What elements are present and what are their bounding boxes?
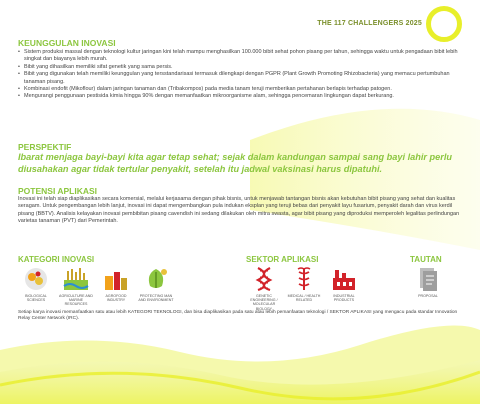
keunggulan-point: • Bibit yang dihasilkan memiliki sifat genetik yang sama persis. [18, 64, 464, 71]
proposal-icon [414, 266, 442, 292]
sektor-icons [246, 266, 366, 311]
perspektif-text: Ibarat menjaga bayi-bayi kita agar tetap sehat; sejak dalam kandungan sampai sang bayi lahir perlu diusahakan agar tidak tertular penyakit, setelah itu jadwal vaksinasi harus dipatuhi. [18, 152, 453, 174]
tautan-icons [410, 266, 450, 298]
keunggulan-point: • Sistem produksi massal dengan teknologi kultur jaringan kini telah mampu menghasilkan 100.000 bibit sehat pohon pisang per tahun, sehingga waktu untuk pengadaan bibit lebih singkat dan biayanya lebih murah. [18, 49, 464, 64]
kategori-label: PROTECTING MAN AND ENVIRONMENT [138, 294, 174, 303]
kategori-label: AGROFOOD INDUSTRY [105, 294, 127, 303]
kategori-item [18, 266, 54, 307]
sektor-label: MEDICAL / HEALTH RELATED [287, 294, 321, 303]
tautan-label[interactable]: PROPOSAL [418, 294, 438, 298]
industrial-icon [330, 266, 358, 292]
agriculture-icon [62, 266, 90, 292]
sektor-label: GENETIC ENGINEERING / MOLECULAR BIOLOGY [250, 294, 278, 311]
biological-sciences-icon [22, 266, 50, 292]
perspektif-title: PERSPEKTIF [18, 142, 72, 152]
kategori-title: KATEGORI INOVASI [18, 255, 95, 264]
kategori-label: BIOLOGICAL SCIENCES [25, 294, 47, 303]
kategori-item [58, 266, 94, 307]
agrofood-icon [102, 266, 130, 292]
environment-icon [142, 266, 170, 292]
keunggulan-point: • Kombinasi endofit (Mikoflour) dalam jaringan tanaman dan (Tribakompos) pada media tanam teruji memberikan pertahanan berlapis terhadap patogen. [18, 86, 464, 93]
medical-icon [290, 266, 318, 292]
header-title: THE 117 CHALLENGERS 2025 [317, 20, 422, 27]
kategori-item [98, 266, 134, 307]
genetic-icon [250, 266, 278, 292]
top-right-glow [250, 109, 480, 250]
kategori-label: AGRICULTURE AND MARINE RESOURCES [59, 294, 93, 307]
sektor-item [286, 266, 322, 311]
sektor-label: INDUSTRIAL PRODUCTS [333, 294, 355, 303]
keunggulan-point: • Bibit yang digunakan telah memiliki keunggulan yang tersstandarisasi termasuk dilengkapi dengan PGPR (Plant Growth Promoting Rhizobacteria) yang memacu pertumbuhan tanaman pisang. [18, 71, 464, 86]
sektor-item [326, 266, 362, 311]
sektor-item [246, 266, 282, 311]
keunggulan-list [18, 49, 464, 101]
potensi-title: POTENSI APLIKASI [18, 186, 98, 196]
tautan-item[interactable] [410, 266, 446, 298]
keunggulan-point: • Mengurangi penggunaan pestisida kimia hingga 90% dengan memanfaatkan mikroorganisme alam, sehingga pencemaran lingkungan dapat berkurang. [18, 93, 464, 100]
sektor-title: SEKTOR APLIKASI [246, 255, 319, 264]
potensi-text: Inovasi ini telah siap diaplikasikan secara komersial, melalui kerjasama dengan pihak bisnis, untuk menjawab tantangan bisnis akan kebutuhan bibit pisang yang sehat dan kualitas seragam. Untuk pengembangan lebih lanjut, inovasi ini dapat mengembangkan pula indukan eksplan yang teruji bebas dari penyakit layu fusarium, penyakit darah dan virus kerdil pisang (BBTV). Analisis kelayakan inovasi pembibitan pisang cavendish ini sedang dilakukan oleh mitra swasta, agar bibit pisang yang diproduksi memperoleh legalitas perlindungan varietas tanaman (PVT) dari Pemerintah. [18, 196, 460, 225]
kategori-item [138, 266, 174, 307]
header-ring-logo [426, 6, 462, 42]
tautan-title: TAUTAN [410, 255, 442, 264]
keunggulan-title: KEUNGGULAN INOVASI [18, 38, 116, 48]
footer-note: Setiap karya inovasi memanfaatkan satu atau lebih KATEGORI TEKNOLOGI, dan bisa diaplikasikan pada satu atau lebih pemanfaatan teknologi / SEKTOR APLIKASI yang mengacu pada standar Innovation Relay Center Network (IRC). [18, 310, 458, 321]
kategori-icons [18, 266, 178, 307]
